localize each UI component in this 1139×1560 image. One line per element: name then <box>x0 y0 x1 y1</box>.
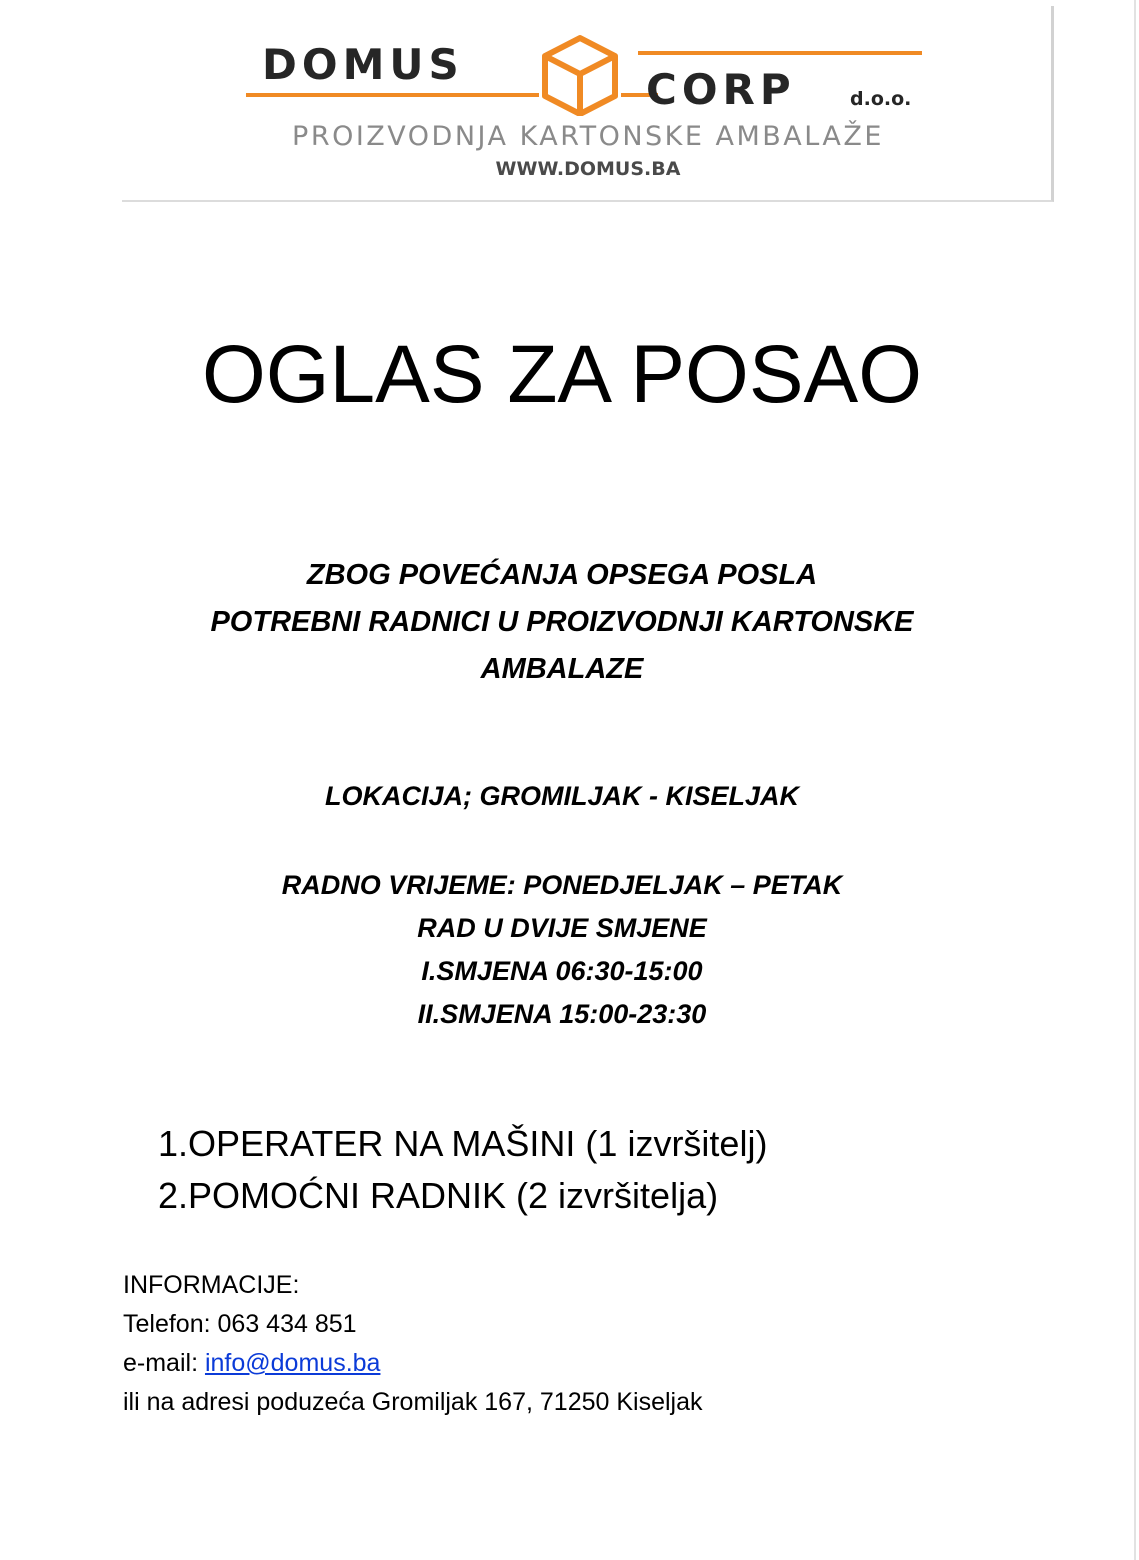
schedule-line: II.SMJENA 15:00-23:30 <box>417 999 707 1029</box>
work-schedule <box>0 864 1124 1036</box>
contact-info <box>123 1266 703 1422</box>
email-line <box>123 1344 703 1383</box>
lead-line: ZBOG POVEĆANJA OPSEGA POSLA <box>306 559 818 591</box>
address-line: ili na adresi poduzeća Gromiljak 167, 71250 Kiseljak <box>123 1388 703 1416</box>
logo-word-domus: DOMUS <box>262 40 464 89</box>
email-link[interactable]: info@domus.ba <box>204 1349 381 1377</box>
logo-tagline: PROIZVODNJA KARTONSKE AMBALAŽE <box>292 121 884 152</box>
job-location: LOKACIJA; GROMILJAK - KISELJAK <box>324 781 800 811</box>
lead-line: AMBALAZE <box>480 653 644 685</box>
logo-legal-form: d.o.o. <box>850 88 912 110</box>
info-heading: INFORMACIJE: <box>123 1271 300 1299</box>
schedule-line: RADNO VRIJEME: PONEDJELJAK – PETAK <box>281 870 843 900</box>
position-item: 2.POMOĆNI RADNIK (2 izvršitelja) <box>158 1175 719 1216</box>
email-label: e-mail: <box>123 1349 205 1377</box>
page-edge <box>1134 0 1136 1560</box>
company-website: WWW.DOMUS.BA <box>495 158 681 180</box>
schedule-line: I.SMJENA 06:30-15:00 <box>421 956 703 986</box>
lead-text <box>0 552 1124 693</box>
lead-line: POTREBNI RADNICI U PROIZVODNJI KARTONSKE <box>210 606 914 638</box>
logo-word-corp: CORP <box>646 65 796 114</box>
company-header <box>122 6 1054 202</box>
logo-accent-line <box>638 51 922 55</box>
page-title: OGLAS ZA POSAO <box>201 329 923 420</box>
positions-list <box>158 1118 767 1222</box>
schedule-line: RAD U DVIJE SMJENE <box>417 913 707 943</box>
box-icon <box>539 34 621 116</box>
phone-line: Telefon: 063 434 851 <box>123 1310 357 1338</box>
position-item: 1.OPERATER NA MAŠINI (1 izvršitelj) <box>158 1123 768 1164</box>
